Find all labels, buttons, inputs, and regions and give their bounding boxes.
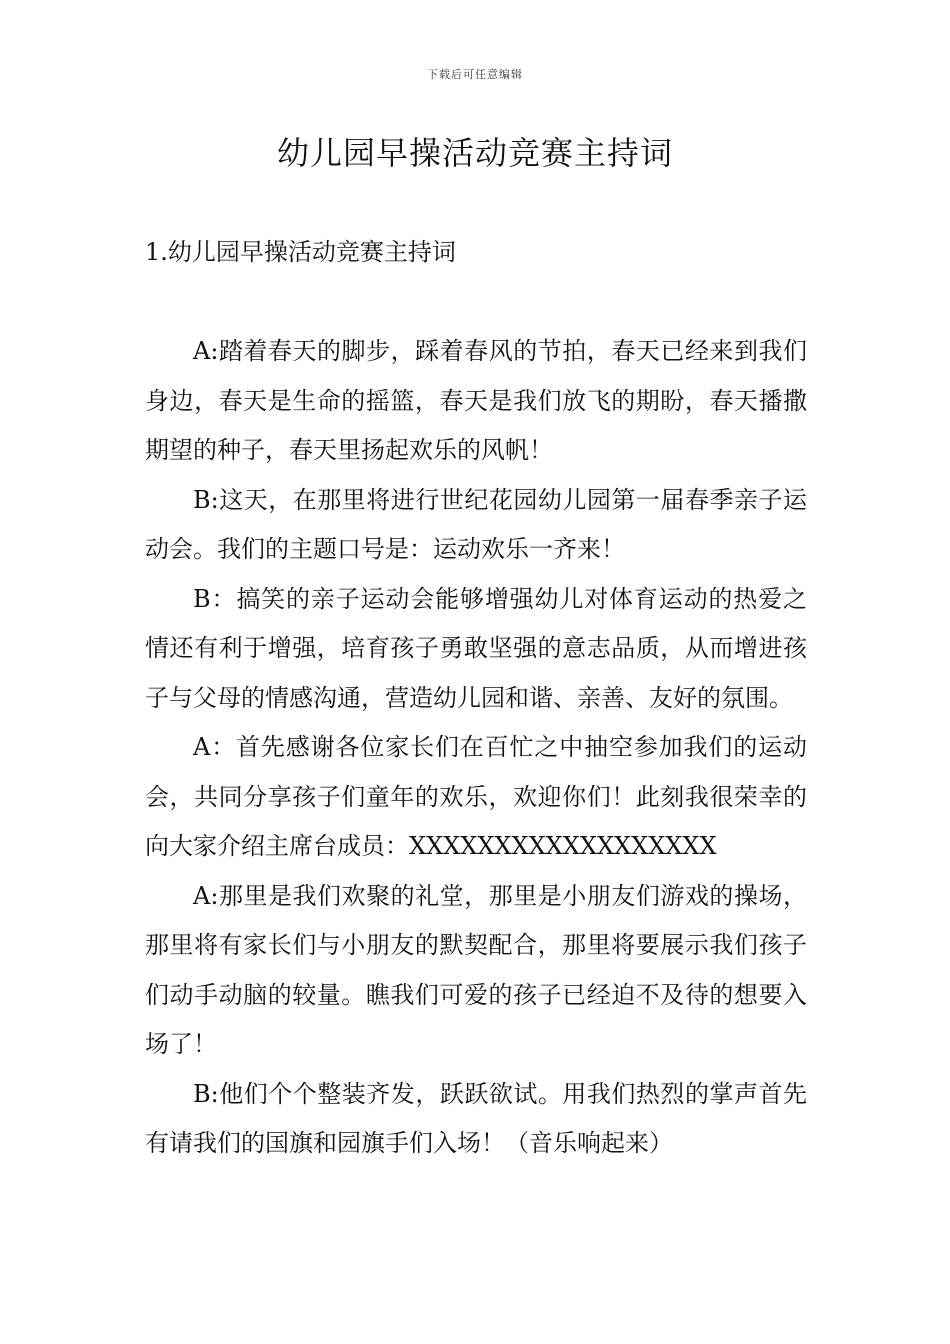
document-body — [145, 327, 807, 1169]
paragraph: A:踏着春天的脚步，踩着春风的节拍，春天已经来到我们身边，春天是生命的摇篮，春天是我们放飞的期盼，春天播撒期望的种子，春天里扬起欢乐的风帆！ — [145, 337, 807, 464]
header-note: 下载后可任意编辑 — [427, 68, 523, 81]
section-heading: 1.幼儿园早操活动竞赛主持词 — [145, 238, 456, 266]
paragraph: B:他们个个整装齐发，跃跃欲试。用我们热烈的掌声首先有请我们的国旗和园旗手们入场！（音乐响起来） — [145, 1079, 807, 1157]
document-title: 幼儿园早操活动竞赛主持词 — [276, 134, 673, 172]
paragraph: A：首先感谢各位家长们在百忙之中抽空参加我们的运动会，共同分享孩子们童年的欢乐，欢迎你们！此刻我很荣幸的向大家介绍主席台成员：XXXXXXXXXXXXXXXXXX — [145, 733, 807, 860]
paragraph: A:那里是我们欢聚的礼堂，那里是小朋友们游戏的操场，那里将有家长们与小朋友的默契配合，那里将要展示我们孩子们动手动脑的较量。瞧我们可爱的孩子已经迫不及待的想要入场了！ — [145, 881, 807, 1058]
paragraph: B:这天，在那里将进行世纪花园幼儿园第一届春季亲子运动会。我们的主题口号是：运动欢乐一齐来！ — [145, 485, 807, 563]
paragraph: B：搞笑的亲子运动会能够增强幼儿对体育运动的热爱之情还有利于增强，培育孩子勇敢坚强的意志品质，从而增进孩子与父母的情感沟通，营造幼儿园和谐、亲善、友好的氛围。 — [145, 584, 807, 712]
